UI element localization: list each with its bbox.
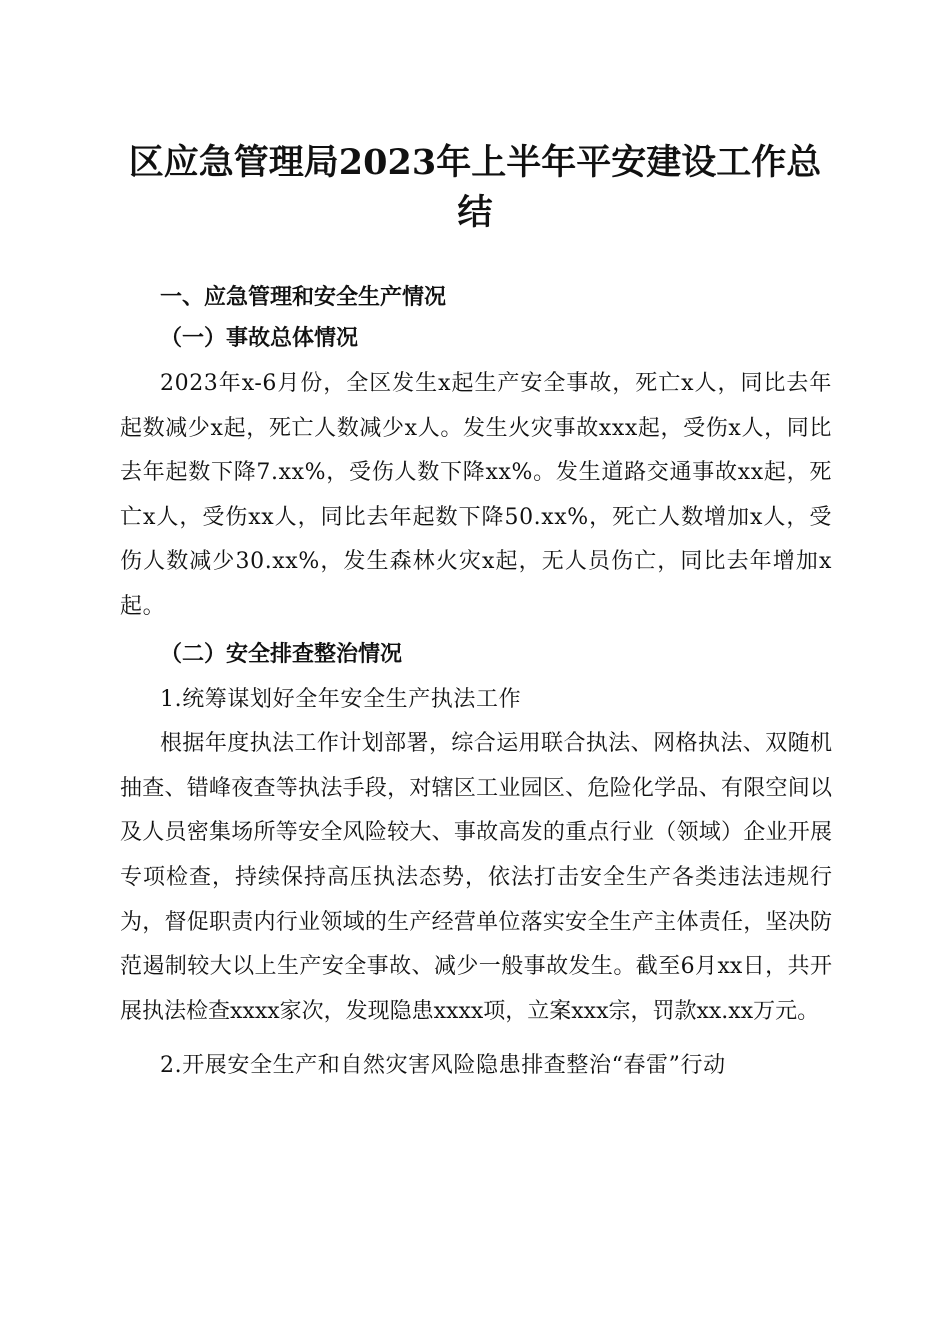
item-heading-enforcement: 1.统筹谋划好全年安全生产执法工作 [160,686,522,712]
subsection-heading-accidents: （一）事故总体情况 [160,325,359,351]
item-heading-spring-thunder: 2.开展安全生产和自然灾害风险隐患排查整治“春雷”行动 [160,1053,726,1079]
subsection-heading-inspection: （二）安全排查整治情况 [160,640,403,667]
section-heading: 一、应急管理和安全生产情况 [160,285,447,310]
paragraph-enforcement: 根据年度执法工作计划部署，综合运用联合执法、网格执法、双随机抽查、错峰夜查等执法手段，对辖区工业园区、危险化学品、有限空间以及人员密集场所等安全风险较大、事故高发的重点行业（领域）企业开展专项检查，持续保持高压执法态势，依法打击安全生产各类违法违规行为，督促职责内行业领域的生产经营单位落实安全生产主体责任，坚决防范遏制较大以上生产安全事故、减少一般事故发生。截至6月xx日，共开展执法检查xxxx家次，发现隐患xxxx项，立案xxx宗，罚款xx.xx万元。 [120,731,832,1024]
document-title: 区应急管理局2023年上半年平安建设工作总结 [128,142,822,233]
document-body [120,278,832,1089]
paragraph-accident-overview: 2023年x-6月份，全区发生x起生产安全事故，死亡x人，同比去年起数减少x起，死亡人数减少x人。发生火灾事故xxx起，受伤x人，同比去年起数下降7.xx%，受伤人数下降xx%。发生道路交通事故xx起，死亡x人，受伤xx人，同比去年起数下降50.xx%，死亡人数增加x人，受伤人数减少30.xx%，发生森林火灾x起，无人员伤亡，同比去年增加x起。 [120,371,832,619]
